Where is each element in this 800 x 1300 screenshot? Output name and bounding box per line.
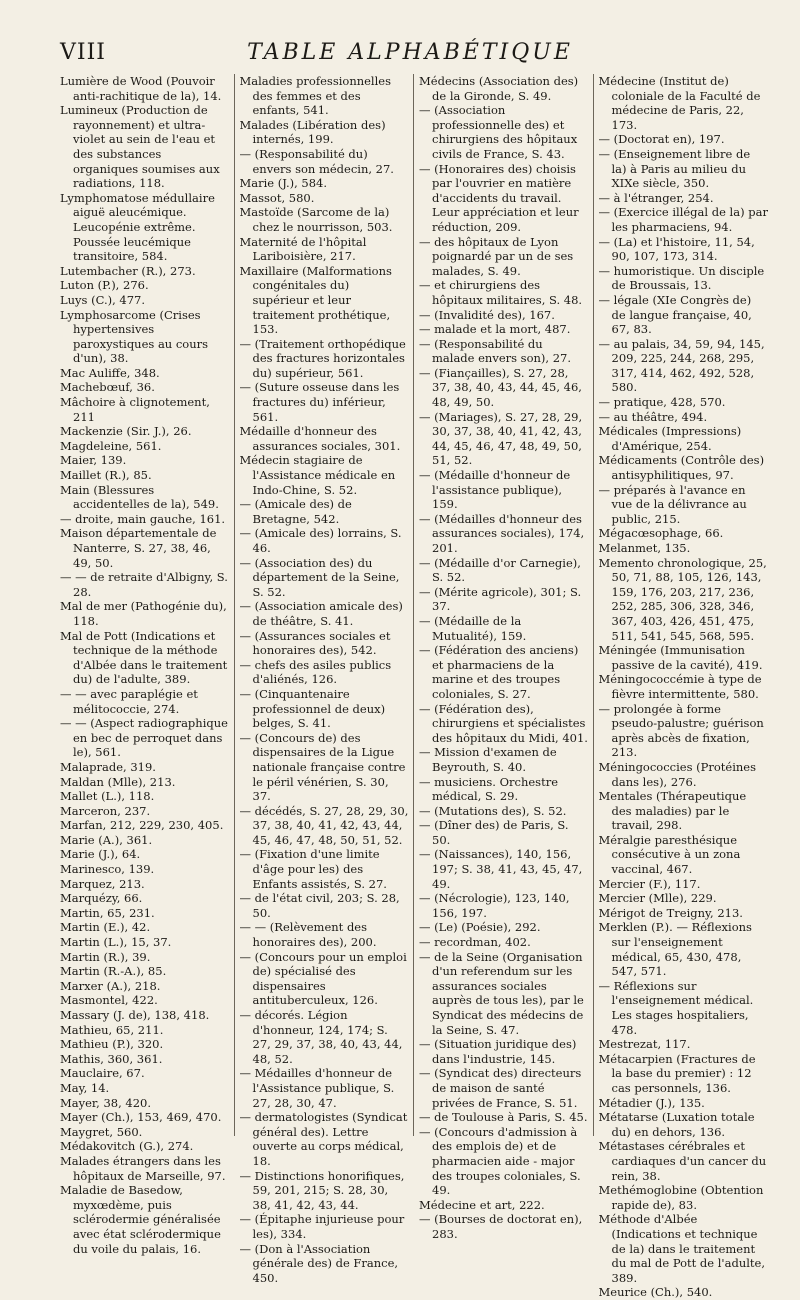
index-entry: — (Don à l'Association générale des) de France, 450. [239, 1241, 399, 1285]
index-entry: Mal de Pott (Indications et technique de la méthode d'Albée dans le traitement du) de l'adulte, 389. [60, 628, 228, 687]
index-entry: Massary (J. de), 138, 418. [60, 1008, 210, 1022]
index-entry: — (Traitement orthopédique des fractures horizontales du) supérieur, 561. [239, 336, 406, 380]
index-entry: Médecin stagiaire de l'Assistance médicale en Indo-Chine, S. 52. [239, 453, 396, 497]
index-entry: Marquez, 213. [60, 876, 145, 891]
index-entry: Mentales (Thérapeutique des maladies) par le travail, 298. [598, 789, 747, 833]
index-entry: — (Concours pour un emploi de) spécialisé des dispensaires antituberculeux, 126. [239, 949, 407, 1008]
index-entry: Marie (J.), 584. [239, 176, 328, 191]
index-entry: — (Cinquantenaire professionnel de deux) belges, S. 41. [239, 686, 386, 731]
index-entry: Mallet (L.), 118. [60, 789, 155, 804]
index-entry: — humoristique. Un disciple de Broussais, 13. [598, 263, 765, 293]
index-entry: Main (Blessures accidentelles de la), 549. [60, 482, 219, 512]
index-entry: Mathieu (P.), 320. [60, 1037, 164, 1052]
index-entry: — (Assurances sociales et honoraires des), 542. [239, 628, 391, 658]
index-entry: Marfan, 212, 229, 230, 405. [60, 818, 224, 833]
index-entry: Lymphomatose médullaire aiguë aleucémique. Leucopénie extrême. Poussée leucémique transitoire, 584. [60, 190, 215, 264]
index-entry: — — (Relèvement des honoraires des), 200. [239, 920, 377, 950]
index-entry: — (La) et l'histoire, 11, 54, 90, 107, 173, 314. [598, 234, 755, 264]
index-entry: — (Médaille d'or Carnegie), S. 52. [419, 555, 581, 585]
index-entry: Mégacœsophage, 66. [598, 526, 724, 541]
index-entry: — — (Aspect radiographique en bec de perroquet dans le), 561. [60, 716, 228, 760]
index-entry: Melanmet, 135. [598, 541, 691, 555]
index-entry: — de la Seine (Organisation d'un referendum sur les assurances sociales auprès de tous les), par le Syndicat des médecins de la Seine, S. 47. [419, 949, 584, 1037]
running-title: TABLE ALPHABÉTIQUE [247, 40, 573, 65]
index-entry: Lumineux (Production de rayonnement) et ultra-violet au sein de l'eau et des substances organiques soumises aux radiations, 118. [60, 103, 220, 191]
index-entry: — (Concours de) des dispensaires de la Ligue nationale française contre le péril vénérien, S. 30, 37. [239, 730, 406, 804]
index-entry: Malades (Libération des) internés, 199. [239, 117, 386, 147]
index-entry: — musiciens. Orchestre médical, S. 29. [419, 774, 558, 804]
index-entry: — prolongée à forme pseudo-palustre; guérison après abcès de fixation, 213. [598, 701, 764, 760]
index-entry: Magdeleine, 561. [60, 438, 162, 453]
index-entry: — droite, main gauche, 161. [60, 511, 226, 526]
index-entry: Lutembacher (R.), 273. [60, 263, 196, 278]
index-entry: Mercier (Mlle), 229. [598, 891, 717, 906]
index-entry: Marie (J.), 64. [60, 847, 141, 862]
index-entry: — (Mariages), S. 27, 28, 29, 30, 37, 38, 40, 41, 42, 43, 44, 45, 46, 47, 48, 49, 50, 51, 52. [419, 409, 583, 468]
index-entry: — (Amicale des) de Bretagne, 542. [239, 497, 352, 526]
index-entry: Malades étrangers dans les hôpitaux de Marseille, 97. [60, 1153, 226, 1183]
index-entry: — — avec paraplégie et mélitococcie, 274. [60, 686, 198, 716]
index-entry: Martin, 65, 231. [60, 905, 155, 920]
index-entry: Marie (A.), 361. [60, 832, 153, 847]
index-entry: Mercier (F.), 117. [598, 876, 701, 891]
index-entry: — (Association professionnelle des) et chirurgiens des hôpitaux civils de France, S. 43. [419, 103, 578, 161]
index-entry: — (Syndicat des) directeurs de maison de santé privées de France, S. 51. [419, 1066, 582, 1110]
index-entry: — (Exercice illégal de la) par les pharmaciens, 94. [598, 205, 768, 234]
index-entry: Luton (P.), 276. [60, 278, 149, 293]
index-entry: — (Amicale des) lorrains, S. 46. [239, 526, 402, 555]
index-entry: — recordman, 402. [419, 935, 531, 950]
index-entry: Méthode d'Albée (Indications et technique de la) dans le traitement du mal de Pott de l'adulte, 389. [598, 1212, 765, 1285]
index-entry: Maxillaire (Malformations congénitales du) supérieur et leur traitement prothétique, 153. [239, 263, 392, 337]
index-entry: — au palais, 34, 59, 94, 145, 209, 225, 244, 268, 295, 317, 414, 462, 492, 528, 580. [598, 336, 765, 395]
index-entry: Méralgie paresthésique consécutive à un zona vaccinal, 467. [598, 832, 741, 877]
index-column-3 [413, 74, 593, 1241]
index-entry: Mathis, 360, 361. [60, 1051, 163, 1066]
index-entry: Meurice (Ch.), 540. [598, 1285, 713, 1300]
index-column-2 [234, 74, 414, 1285]
index-entry: — (Fédération des anciens) et pharmaciens de la marine et des troupes coloniales, S. 27. [419, 643, 579, 701]
index-entry: — chefs des asiles publics d'aliénés, 126. [239, 657, 392, 687]
index-entry: Médicales (Impressions) d'Amérique, 254. [598, 424, 742, 453]
index-entry: — — de retraite d'Albigny, S. 28. [60, 570, 228, 599]
index-entry: Methémoglobine (Obtention rapide de), 83. [598, 1183, 764, 1212]
index-entry: — (Responsabilité du malade envers son), 27. [419, 336, 572, 366]
index-entry: Martin (E.), 42. [60, 920, 151, 935]
index-entry: — de Toulouse à Paris, S. 45. [419, 1110, 588, 1125]
index-entry: — (Association des) du département de la Seine, S. 52. [239, 555, 400, 599]
index-column-1 [60, 74, 234, 1256]
index-entry: Marxer (A.), 218. [60, 978, 161, 993]
index-entry: — (Fiançailles), S. 27, 28, 37, 38, 40, 43, 44, 45, 46, 48, 49, 50. [419, 365, 582, 410]
index-entry: Médecins (Association des) de la Gironde, S. 49. [419, 74, 579, 103]
index-entry: — (Médaille d'honneur de l'assistance publique), 159. [419, 468, 571, 512]
index-entry: Mérigot de Treigny, 213. [598, 905, 743, 920]
index-entry: — au théâtre, 494. [598, 409, 708, 424]
index-entry: — (Fixation d'une limite d'âge pour les) des Enfants assistés, S. 27. [239, 847, 387, 891]
index-entry: — (Épitaphe injurieuse pour les), 334. [239, 1212, 405, 1241]
index-entry: — (Association amicale des) de théâtre, S. 41. [239, 599, 403, 628]
index-entry: Médecine et art, 222. [419, 1197, 545, 1212]
index-entry: Mauclaire, 67. [60, 1066, 145, 1081]
index-entry: — dermatologistes (Syndicat général des). Lettre ouverte au corps médical, 18. [239, 1110, 408, 1168]
index-entry: Métacarpien (Fractures de la base du premier) : 12 cas personnels, 136. [598, 1051, 756, 1095]
index-entry: — (Enseignement libre de la) à Paris au milieu du XIXe siècle, 350. [598, 146, 751, 191]
index-entry: Mayer, 38, 420. [60, 1095, 152, 1110]
index-entry: Martin (R.), 39. [60, 949, 151, 964]
index-entry: — (Le) (Poésie), 292. [419, 920, 541, 935]
index-entry: — des hôpitaux de Lyon poignardé par un de ses malades, S. 49. [419, 234, 574, 278]
index-entry: — (Fédération des), chirurgiens et spécialistes des hôpitaux du Midi, 401. [419, 701, 588, 745]
index-columns [60, 74, 772, 1300]
index-entry: — (Dîner des) de Paris, S. 50. [419, 818, 569, 847]
index-entry: Médecine (Institut de) coloniale de la Faculté de médecine de Paris, 22, 173. [598, 74, 761, 132]
index-entry: — (Médailles d'honneur des assurances sociales), 174, 201. [419, 511, 585, 555]
index-entry: Luys (C.), 477. [60, 292, 146, 307]
index-entry: Machebœuf, 36. [60, 380, 155, 395]
index-entry: — décorés. Légion d'honneur, 124, 174; S. 27, 29, 37, 38, 40, 43, 44, 48, 52. [239, 1008, 403, 1066]
index-entry: Masmontel, 422. [60, 993, 158, 1008]
index-entry: — pratique, 428, 570. [598, 395, 726, 410]
page-header [60, 36, 760, 76]
index-entry: — (Bourses de doctorat en), 283. [419, 1212, 583, 1241]
index-entry: Martin (L.), 15, 37. [60, 935, 172, 950]
index-entry: — (Mutations des), S. 52. [419, 803, 567, 818]
index-entry: — Réflexions sur l'enseignement médical. Les stages hospitaliers, 478. [598, 978, 754, 1037]
index-entry: — (Médaille de la Mutualité), 159. [419, 613, 527, 643]
index-entry: Merklen (P.). — Réflexions sur l'enseignement médical, 65, 430, 478, 547, 571. [598, 920, 752, 979]
index-entry: Marquézy, 66. [60, 891, 143, 906]
index-entry: Mac Auliffe, 348. [60, 365, 160, 380]
index-entry: Maison départementale de Nanterre, S. 27, 38, 46, 49, 50. [60, 526, 217, 570]
index-entry: Mestrezat, 117. [598, 1037, 691, 1052]
index-entry: Mal de mer (Pathogénie du), 118. [60, 599, 227, 628]
index-entry: Marceron, 237. [60, 803, 151, 818]
index-entry: — (Invalidité des), 167. [419, 307, 555, 322]
index-entry: — (Responsabilité du) envers son médecin, 27. [239, 146, 394, 176]
index-entry: Maternité de l'hôpital Lariboisière, 217. [239, 234, 367, 264]
index-entry: Mackenzie (Sir. J.), 26. [60, 424, 192, 439]
index-entry: — malade et la mort, 487. [419, 322, 571, 337]
index-entry: — légale (XIe Congrès de) de langue française, 40, 67, 83. [598, 292, 752, 337]
index-entry: Méningococcémie à type de fièvre intermittente, 580. [598, 672, 762, 701]
page-number: VIII [60, 40, 106, 65]
index-entry: Massot, 580. [239, 190, 315, 205]
index-entry: — (Naissances), 140, 156, 197; S. 38, 41, 43, 45, 47, 49. [419, 847, 583, 891]
index-entry: — Médailles d'honneur de l'Assistance publique, S. 27, 28, 30, 47. [239, 1066, 395, 1110]
index-entry: — Distinctions honorifiques, 59, 201, 215; S. 28, 30, 38, 41, 42, 43, 44. [239, 1168, 405, 1212]
index-entry: Lumière de Wood (Pouvoir anti-rachitique de la), 14. [60, 74, 222, 103]
index-entry: Mâchoire à clignotement, 211 [60, 395, 210, 424]
index-entry: — à l'étranger, 254. [598, 190, 714, 205]
index-entry: — (Honoraires des) choisis par l'ouvrier en matière d'accidents du travail. Leur appréciation et leur réduction, 209. [419, 161, 579, 234]
index-entry: Martin (R.-A.), 85. [60, 964, 167, 979]
index-entry: Maladies professionnelles des femmes et des enfants, 541. [239, 74, 391, 118]
index-entry: — (Doctorat en), 197. [598, 132, 725, 147]
index-entry: Méningée (Immunisation passive de la cavité), 419. [598, 643, 763, 672]
index-entry: — décédés, S. 27, 28, 29, 30, 37, 38, 40, 41, 42, 43, 44, 45, 46, 47, 48, 50, 51, 52. [239, 803, 409, 847]
index-entry: — (Concours d'admission à des emplois de) et de pharmacien aide - major des troupes coloniales, S. 49. [419, 1124, 581, 1198]
index-entry: Méningococcies (Protéines dans les), 276. [598, 759, 757, 789]
index-entry: Mastoïde (Sarcome de la) chez le nourrisson, 503. [239, 205, 393, 234]
index-entry: — (Mérite agricole), 301; S. 37. [419, 584, 582, 614]
index-entry: Memento chronologique, 25, 50, 71, 88, 105, 126, 143, 159, 176, 203, 217, 236, 252, 285, 306, 328, 346, 367, 403, 426, 451, 475, 511, 541, 545, 568, 595. [598, 555, 767, 643]
index-entry: Maldan (Mlle), 213. [60, 774, 176, 789]
index-entry: Maladie de Basedow, myxœdème, puis sclérodermie généralisée avec état sclérodermique du voile du palais, 16. [60, 1183, 221, 1256]
index-entry: Maygret, 560. [60, 1124, 143, 1139]
index-entry: — (Situation juridique des) dans l'industrie, 145. [419, 1037, 577, 1066]
index-entry: — (Suture osseuse dans les fractures du) inférieur, 561. [239, 380, 400, 424]
index-entry: Mayer (Ch.), 153, 469, 470. [60, 1110, 222, 1125]
index-entry: Métadier (J.), 135. [598, 1095, 705, 1110]
index-entry: Marinesco, 139. [60, 862, 155, 877]
index-entry: Médakovitch (G.), 274. [60, 1139, 194, 1154]
index-entry: — et chirurgiens des hôpitaux militaires, S. 48. [419, 278, 583, 307]
index-entry: Maillet (R.), 85. [60, 468, 152, 483]
index-entry: Métastases cérébrales et cardiaques d'un cancer du rein, 38. [598, 1139, 767, 1183]
index-column-4 [593, 74, 773, 1300]
index-entry: — préparés à l'avance en vue de la délivrance au public, 215. [598, 482, 747, 526]
index-entry: Malaprade, 319. [60, 759, 156, 774]
index-entry: — Mission d'examen de Beyrouth, S. 40. [419, 745, 557, 774]
index-entry: May, 14. [60, 1080, 110, 1095]
index-entry: — de l'état civil, 203; S. 28, 50. [239, 891, 400, 920]
index-entry: Maier, 139. [60, 453, 127, 468]
index-entry: Mathieu, 65, 211. [60, 1022, 164, 1037]
index-entry: Médaille d'honneur des assurances sociales, 301. [239, 424, 401, 453]
index-entry: — (Nécrologie), 123, 140, 156, 197. [419, 891, 570, 920]
index-entry: Médicaments (Contrôle des) antisyphilitiques, 97. [598, 453, 765, 483]
index-entry: Lymphosarcome (Crises hypertensives paroxystiques au cours d'un), 38. [60, 307, 209, 366]
index-entry: Métatarse (Luxation totale du) en dehors, 136. [598, 1110, 755, 1139]
